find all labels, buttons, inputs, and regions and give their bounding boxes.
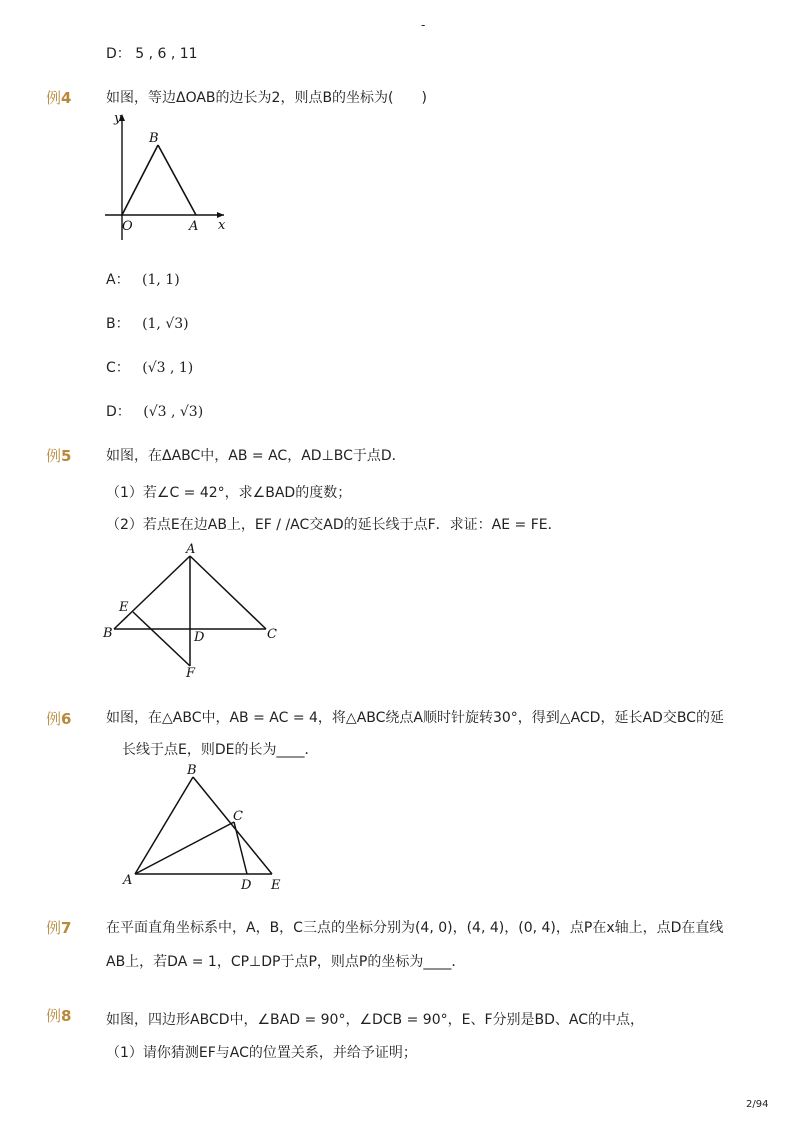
segment-ef bbox=[133, 612, 190, 666]
label-number: 4 bbox=[61, 89, 72, 107]
example-8-text: 如图，四边形ABCD中，∠BAD = 90°，∠DCB = 90°，E、F分别是BD、AC的中点， bbox=[106, 1012, 644, 1028]
label-prefix: 例 bbox=[46, 89, 62, 107]
label-y: y bbox=[114, 111, 122, 126]
ex4-option-a bbox=[106, 270, 180, 290]
option-text: (√3 , √3) bbox=[143, 404, 204, 420]
example-5-figure bbox=[100, 540, 290, 680]
example-8-label bbox=[46, 1005, 71, 1026]
option-label: D： bbox=[106, 46, 131, 62]
option-text: (1, √3) bbox=[142, 316, 189, 332]
header-mark: - bbox=[421, 18, 426, 32]
label-e: E bbox=[271, 878, 281, 893]
example-7-label bbox=[46, 917, 71, 938]
option-label: A： bbox=[106, 272, 130, 288]
example-5-question-1: （1）若∠C = 42°，求∠BAD的度数； bbox=[106, 485, 352, 501]
label-prefix: 例 bbox=[46, 1007, 62, 1025]
page-number: 2/94 bbox=[746, 1099, 769, 1110]
example-8-question-1: （1）请你猜测EF与AC的位置关系，并给予证明； bbox=[106, 1045, 417, 1061]
example-4-figure bbox=[100, 108, 240, 248]
option-label: B： bbox=[106, 316, 130, 332]
side-cd bbox=[234, 822, 247, 874]
example-7-line-1: 在平面直角坐标系中，A，B，C三点的坐标分别为(4, 0)，(4, 4)，(0, 4)，点P在x轴上，点D在直线 bbox=[106, 920, 724, 936]
example-5-text: 如图，在ΔABC中，AB = AC，AD⊥BC于点D． bbox=[106, 448, 406, 464]
side-be bbox=[193, 777, 272, 874]
label-c: C bbox=[233, 809, 243, 824]
label-x: x bbox=[218, 218, 226, 233]
label-a: A bbox=[186, 542, 196, 557]
label-number: 6 bbox=[61, 710, 72, 728]
label-f: F bbox=[186, 666, 196, 680]
label-b: B bbox=[103, 626, 113, 641]
label-number: 5 bbox=[61, 447, 72, 465]
ex4-option-c bbox=[106, 358, 193, 378]
label-prefix: 例 bbox=[46, 919, 62, 937]
label-d: D bbox=[194, 630, 205, 645]
example-5-question-2: （2）若点E在边AB上，EF / /AC交AD的延长线于点F．求证：AE = FE． bbox=[106, 517, 562, 533]
example-6-line-2: 长线于点E，则DE的长为____． bbox=[122, 742, 319, 758]
label-c: C bbox=[267, 627, 277, 642]
label-a: A bbox=[123, 873, 133, 888]
example-6-line-1: 如图，在△ABC中，AB = AC = 4，将△ABC绕点A顺时针旋转30°，得到△ACD，延长AD交BC的延 bbox=[106, 710, 724, 726]
option-label: C： bbox=[106, 360, 130, 376]
example-5-label bbox=[46, 445, 71, 466]
side-ac bbox=[190, 556, 266, 629]
option-text: (√3 , 1) bbox=[142, 360, 194, 376]
label-prefix: 例 bbox=[46, 710, 62, 728]
option-label: D： bbox=[106, 404, 131, 420]
ex4-option-b bbox=[106, 314, 189, 334]
example-6-figure bbox=[115, 760, 295, 895]
prev-option-d bbox=[106, 44, 198, 64]
label-b: B bbox=[187, 763, 197, 778]
label-b: B bbox=[149, 131, 159, 146]
label-e: E bbox=[119, 600, 129, 615]
option-text: 5 , 6 , 11 bbox=[135, 46, 198, 62]
label-o: O bbox=[122, 219, 133, 234]
example-7-line-2: AB上，若DA = 1，CP⊥DP于点P，则点P的坐标为____． bbox=[106, 954, 466, 970]
label-prefix: 例 bbox=[46, 447, 62, 465]
label-a: A bbox=[189, 219, 199, 234]
side-ob bbox=[122, 145, 158, 215]
example-6-label bbox=[46, 708, 71, 729]
option-text: (1, 1) bbox=[142, 272, 180, 288]
side-ba bbox=[158, 145, 196, 215]
label-number: 8 bbox=[61, 1007, 72, 1025]
example-4-text: 如图，等边ΔOAB的边长为2，则点B的坐标为( ) bbox=[106, 90, 427, 106]
label-d: D bbox=[241, 878, 252, 893]
ex4-option-d bbox=[106, 402, 203, 422]
side-ab bbox=[114, 556, 190, 629]
example-4-label bbox=[46, 87, 71, 108]
label-number: 7 bbox=[61, 919, 72, 937]
